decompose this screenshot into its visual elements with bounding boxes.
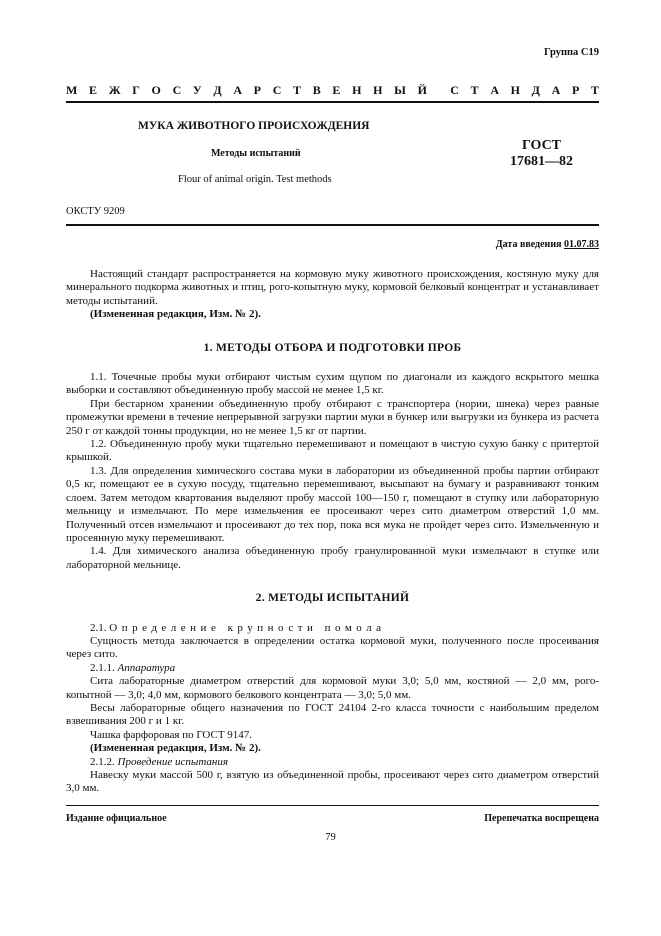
paragraph-1-1-bulk: При бестарном хранении объединенную пробу отбирают с транспортера (нории, шнека) через равные промежутки времени в течение непрерывной загрузки партии муки в бункер или выгрузки из бункера из расчета 250 г от каждой тонны продукции, но не менее 1,5 кг от партии. [66, 397, 599, 437]
document-title: МУКА ЖИВОТНОГО ПРОИСХОЖДЕНИЯ [138, 120, 370, 132]
paragraph-1-1: 1.1. Точечные пробы муки отбирают чистым сухим щупом по диагонали из каждого вскрытого мешка выборки и составляют объединенную пробу массой не менее 1,5 кг. [66, 371, 599, 397]
heading-letter: Р [571, 83, 580, 97]
document-subtitle: Методы испытаний [211, 148, 301, 159]
heading-letter: Ы [394, 83, 406, 97]
heading-letter: У [192, 83, 202, 97]
interstate-standard-heading [66, 83, 599, 98]
heading-letter: Й [417, 83, 427, 97]
heading-letter: А [551, 83, 561, 97]
paragraph-1-3: 1.3. Для определения химического состава муки в лаборатории из объединенной пробы партии отбирают 0,5 кг, помещают ее в сухую посуду, тщательно перемешивают, высыпают на бумагу и разравнивают тонким слоем. Затем методом квартования выделяют пробу массой 100—150 г, помещают в ступку или лабораторную мельницу и измельчают. По мере измельчения ее просеивают через сито диаметром отверстий 1,0 мм. Полученный отсев измельчают и просеивают до тех пор, пока вся мука не пройдет через сито. Измельченную и просеянную муку перемешивают. [66, 464, 599, 544]
document-title-english: Flour of animal origin. Test methods [178, 174, 332, 185]
heading-letter: Т [590, 83, 599, 97]
page-number: 79 [325, 832, 336, 843]
paragraph-2-1-2-heading [66, 756, 599, 769]
paragraph-2-1-1-heading [66, 662, 599, 675]
heading-letter: Н [373, 83, 383, 97]
gost-designation [510, 138, 573, 170]
heading-letter: Д [531, 83, 540, 97]
heading-letter: Ж [108, 83, 121, 97]
equipment-dish: Чашка фарфоровая по ГОСТ 9147. [90, 728, 253, 741]
header-divider [66, 101, 599, 103]
paragraph-1-4: 1.4. Для химического анализа объединенную пробу гранулированной муки измельчают в ступке или лабораторной мельнице. [66, 545, 599, 571]
intro-amendment: (Измененная редакция, Изм. № 2). [90, 308, 261, 321]
heading-letter: М [66, 83, 78, 97]
heading-letter: Е [332, 83, 341, 97]
date-label: Дата введения [495, 239, 562, 250]
section-1-heading: 1. МЕТОДЫ ОТБОРА И ПОДГОТОВКИ ПРОБ [203, 341, 462, 354]
okstu-divider [66, 224, 599, 226]
paragraph-2-1-number: 2.1. [90, 621, 107, 634]
paragraph-2-1-text: Сущность метода заключается в определении остатка кормовой муки, полученного после просеивания через сито. [66, 634, 599, 661]
equipment-amendment: (Измененная редакция, Изм. № 2). [90, 742, 261, 755]
okstu-code: ОКСТУ 9209 [66, 206, 125, 217]
heading-letter: Н [352, 83, 362, 97]
paragraph-1-2: 1.2. Объединенную пробу муки тщательно перемешивают и помещают в чистую сухую банку с притертой крышкой. [66, 438, 599, 464]
intro-paragraph: Настоящий стандарт распространяется на кормовую муку животного происхождения, костяную муку для минерального подкорма животных и птиц, рого-копытную муку, кормовой белковый концентрат и устанавливает методы испытаний. [66, 268, 599, 307]
heading-letter: Е [89, 83, 98, 97]
gost-label: ГОСТ [521, 138, 562, 153]
gost-number: 17681—82 [510, 154, 573, 169]
heading-letter: Т [293, 83, 302, 97]
heading-letter: Г [132, 83, 140, 97]
heading-letter: Р [253, 83, 262, 97]
section-2-heading: 2. МЕТОДЫ ИСПЫТАНИЙ [255, 592, 410, 605]
date-value: 01.07.83 [564, 239, 599, 250]
group-code: Группа С19 [543, 47, 599, 58]
paragraph-2-1-2-title: Проведение испытания [117, 755, 228, 768]
heading-letter: С [272, 83, 282, 97]
paragraph-2-1-title: Определение крупности помола [109, 621, 386, 634]
heading-letter: А [233, 83, 242, 97]
heading-letter: В [312, 83, 321, 97]
heading-letter: Т [470, 83, 479, 97]
paragraph-2-1-1-number: 2.1.1. [90, 661, 115, 674]
heading-letter: Н [510, 83, 520, 97]
document-body [66, 268, 599, 796]
heading-letter: С [172, 83, 182, 97]
heading-letter: А [490, 83, 499, 97]
paragraph-2-1-heading [66, 622, 599, 635]
heading-letter: С [450, 83, 459, 97]
heading-letter: О [151, 83, 161, 97]
official-edition-note: Издание официальное [66, 813, 167, 824]
equipment-scales: Весы лабораторные общего назначения по ГОСТ 24104 2-го класса точности с наибольшим пределом взвешивания 200 г и 1 кг. [66, 701, 599, 728]
heading-letter: Д [213, 83, 222, 97]
introduction-date [496, 239, 599, 250]
paragraph-2-1-1-title: Аппаратура [117, 661, 176, 674]
reprint-prohibited-note: Перепечатка воспрещена [484, 813, 599, 824]
paragraph-2-1-2-text: Навеску муки массой 500 г, взятую из объединенной пробы, просеивают через сито диаметром отверстий 3,0 мм. [66, 769, 599, 795]
equipment-sieves: Сита лабораторные диаметром отверстий для кормовой муки 3,0; 5,0 мм, костяной — 2,0 мм, рого-копытной — 3,0; 4,0 мм, кормового белкового концентрата — 3,0; 5,0 мм. [66, 675, 599, 701]
paragraph-2-1-2-number: 2.1.2. [90, 755, 115, 768]
footer-divider [66, 805, 599, 806]
